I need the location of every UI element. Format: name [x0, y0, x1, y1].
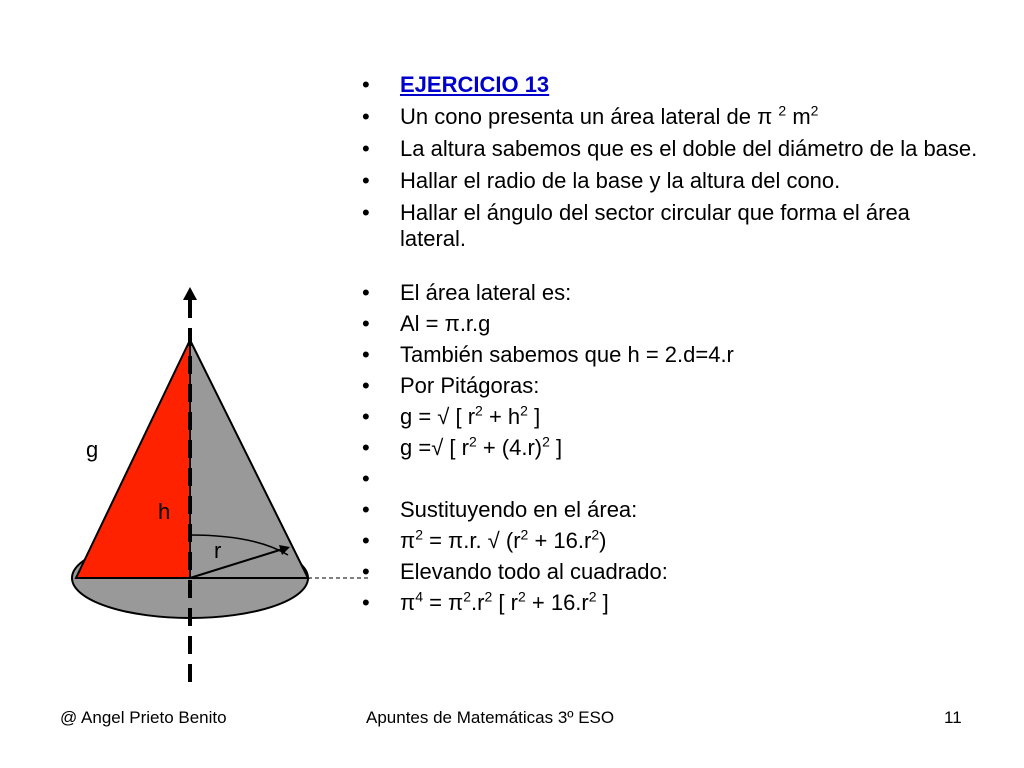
text: Por Pitágoras: [400, 373, 540, 398]
text: .r [471, 590, 485, 615]
superscript: 2 [591, 526, 600, 543]
text: ] [596, 590, 609, 615]
bullet-title [362, 72, 982, 98]
bullet-line [362, 404, 982, 430]
text: = π.r. √ (r [422, 528, 521, 553]
superscript: 2 [415, 526, 423, 543]
superscript: 2 [475, 402, 483, 419]
text: + (4.r) [476, 435, 543, 460]
text: También sabemos que h = 2.d=4.r [400, 342, 734, 367]
text: ] [527, 404, 541, 429]
exercise-title-link[interactable]: EJERCICIO 13 [400, 72, 550, 97]
text: + 16.r [528, 528, 592, 553]
text: El área lateral es: [400, 280, 572, 305]
superscript: 2 [588, 588, 597, 605]
label-h: h [158, 499, 171, 524]
text: Elevando todo al cuadrado: [400, 559, 668, 584]
text: + 16.r [525, 590, 589, 615]
superscript: 2 [810, 102, 819, 119]
bullet-line [362, 280, 982, 306]
text: Hallar el radio de la base y la altura del cono. [400, 168, 841, 193]
superscript: 2 [517, 588, 526, 605]
superscript: 2 [468, 433, 477, 450]
text: g = √ [ r [400, 404, 476, 429]
bullet-line-empty [362, 466, 982, 492]
text: ) [599, 528, 607, 553]
bullet-line [362, 200, 982, 252]
bullet-line [362, 373, 982, 399]
superscript: 4 [415, 588, 423, 605]
text: Hallar el ángulo del sector circular que forma el área lateral. [400, 200, 910, 251]
footer-page-number: 11 [944, 708, 962, 727]
superscript: 2 [520, 402, 528, 419]
text: m [786, 104, 811, 129]
text: Un cono presenta un área lateral de π [400, 104, 779, 129]
superscript: 2 [778, 102, 787, 119]
text: Al = π.r.g [400, 311, 491, 336]
bullet-line [362, 342, 982, 368]
bullet-line [362, 497, 982, 523]
bullet-line [362, 559, 982, 585]
bullet-line [362, 590, 982, 616]
superscript: 2 [542, 433, 550, 450]
bullet-line [362, 136, 982, 162]
label-g: g [86, 437, 99, 462]
bullet-line [362, 311, 982, 337]
superscript: 2 [484, 588, 493, 605]
axis-arrowhead [183, 287, 197, 300]
bullet-line [362, 168, 982, 194]
superscript: 2 [520, 526, 529, 543]
footer-course: Apuntes de Matemáticas 3º ESO [366, 708, 615, 727]
footer-author: @ Angel Prieto Benito [60, 708, 227, 727]
text: π [400, 528, 416, 553]
text: g =√ [ r [400, 435, 469, 460]
superscript: 2 [463, 588, 472, 605]
text: [ r [492, 590, 518, 615]
bullet-list [362, 72, 982, 621]
text: π [400, 590, 416, 615]
text: ] [549, 435, 563, 460]
text: = π [422, 590, 464, 615]
bullet-line [362, 104, 982, 130]
bullet-line [362, 528, 982, 554]
cone-right-half [190, 340, 308, 578]
label-r: r [214, 538, 222, 563]
text: + h [482, 404, 521, 429]
text: Sustituyendo en el área: [400, 497, 638, 522]
bullet-line [362, 435, 982, 461]
text: La altura sabemos que es el doble del diámetro de la base. [400, 136, 978, 161]
